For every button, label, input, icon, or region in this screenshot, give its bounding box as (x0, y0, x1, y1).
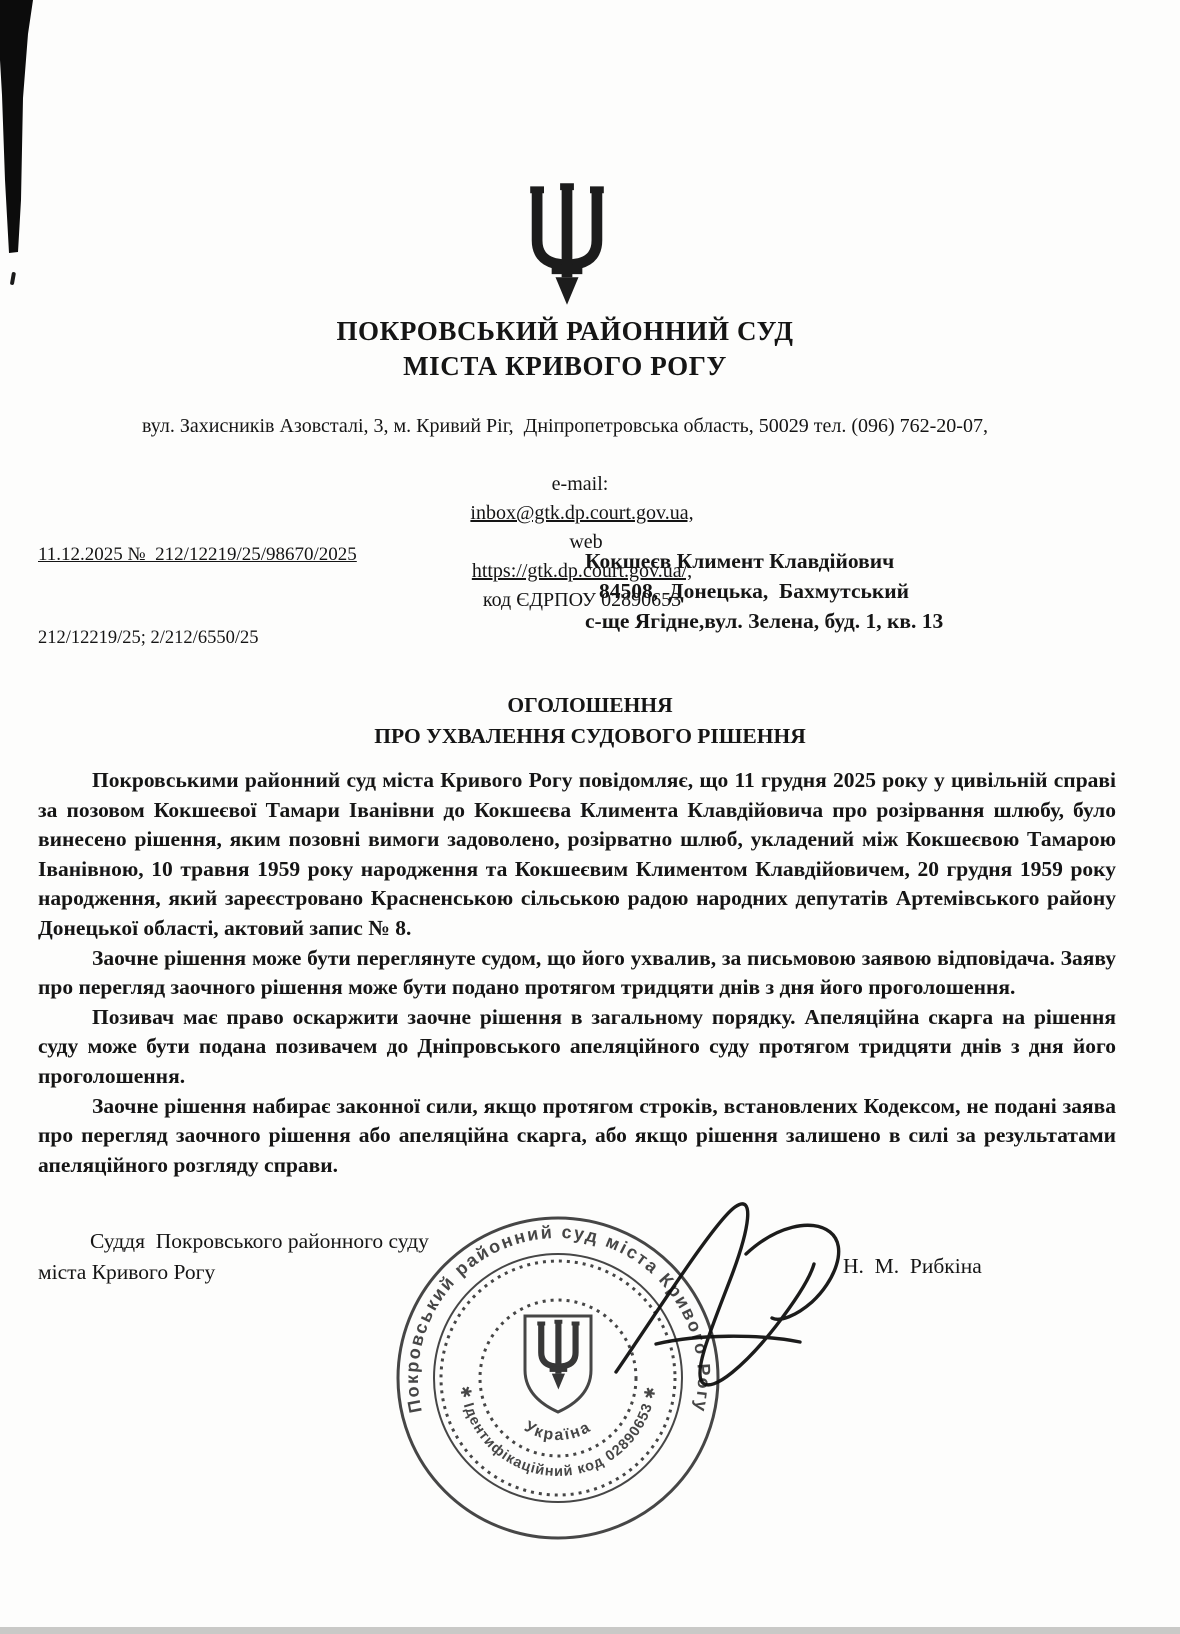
svg-text:Україна (521, 1418, 594, 1444)
ukraine-trident-emblem (521, 182, 613, 313)
web-label: web (569, 531, 603, 553)
body-paragraph: Заочне рішення набирає законної сили, якщо протягом строків, встановлених Кодексом, не подані заява про перегляд заочного рішення або апеляційна скарга, або якщо рішення залишено в силі за результатами апеляційного розгляду справи. (38, 1093, 1116, 1177)
case-numbers: 212/12219/25; 2/212/6550/25 (38, 628, 259, 648)
seal-outer-ring-text: Покровський районний суд міста Кривого Рогу (401, 1221, 715, 1415)
judge-title-line2: міста Кривого Рогу (38, 1260, 216, 1284)
outgoing-reference-number: 11.12.2025 № 212/12219/25/98670/2025 (38, 544, 357, 565)
web-url: https://gtk.dp.court.gov.ua/, (471, 560, 693, 582)
document-title-line1: ОГОЛОШЕННЯ (507, 693, 673, 717)
judge-title-line1: Суддя Покровського районного суду (90, 1229, 429, 1253)
scan-edge-bottom (0, 1627, 1180, 1634)
email-label: e-mail: (551, 473, 609, 495)
document-title (0, 690, 1180, 752)
court-contact-info (0, 412, 1130, 644)
handwritten-signature (598, 1192, 868, 1432)
document-title-line2: ПРО УХВАЛЕННЯ СУДОВОГО РІШЕННЯ (374, 724, 806, 748)
recipient-address-block (585, 546, 943, 636)
court-name (0, 314, 1130, 384)
document-body (38, 766, 1116, 1180)
seal-country-text: Україна (521, 1418, 595, 1445)
scan-artifact-top-left (0, 0, 45, 300)
court-address-line: вул. Захисників Азовсталі, 3, м. Кривий Ріг, Дніпропетровська область, 50029 тел. (096) 762-20-07, (142, 415, 988, 437)
court-contacts-line (0, 441, 1130, 644)
body-paragraph: Позивач має право оскаржити заочне рішення в загальному порядку. Апеляційна скарга на рішення суду може бути подана позивачем до Дніпровського апеляційного суду протягом тридцяти днів з дня його проголошення. (38, 1004, 1116, 1088)
body-paragraph: Покровськими районний суд міста Кривого Рогу повідомляє, що 11 грудня 2025 року у цивільній справі за позовом Кокшеєвої Тамари Іванівни до Кокшеєва Климента Клавдійовича про розірвання шлюбу, було винесено рішення, яким позовні вимоги задоволено, розірватно шлюб, укладений між Кокшеєвою Тамарою Іванівною, 10 травня 1959 року народження та Кокшеєвим Климентом Клавдійовичем, 20 грудня 1959 року народження, який зареєстровано Красненською сільською радою народних депутатів Артемівського району Донецької області, актовий запис № 8. (38, 768, 1116, 940)
body-paragraph: Заочне рішення може бути переглянуте судом, що його ухвалив, за письмовою заявою відповідача. Заяву про перегляд заочного рішення може бути подано протягом тридцяти днів з дня його проголошення. (38, 945, 1116, 1000)
judge-name: Н. М. Рибкіна (843, 1254, 982, 1278)
email-address: inbox@gtk.dp.court.gov.ua, (470, 502, 694, 524)
recipient-name: Кокшеєв Климент Клавдійович (585, 549, 895, 573)
court-name-line2: МІСТА КРИВОГО РОГУ (403, 351, 727, 381)
court-name-line1: ПОКРОВСЬКИЙ РАЙОННИЙ СУД (336, 316, 794, 346)
seal-identification-code-text: ✱ Ідентифікаційний код 02890653 ✱ (456, 1384, 660, 1481)
recipient-region: 84508, Донецька, Бахмутський (599, 579, 910, 603)
judge-title-block (38, 1226, 429, 1288)
recipient-street: с-ще Ягідне,вул. Зелена, буд. 1, кв. 13 (585, 609, 944, 633)
seal-trident-icon (537, 1322, 579, 1390)
edrpou-code: код ЄДРПОУ 02890653 (482, 589, 682, 611)
